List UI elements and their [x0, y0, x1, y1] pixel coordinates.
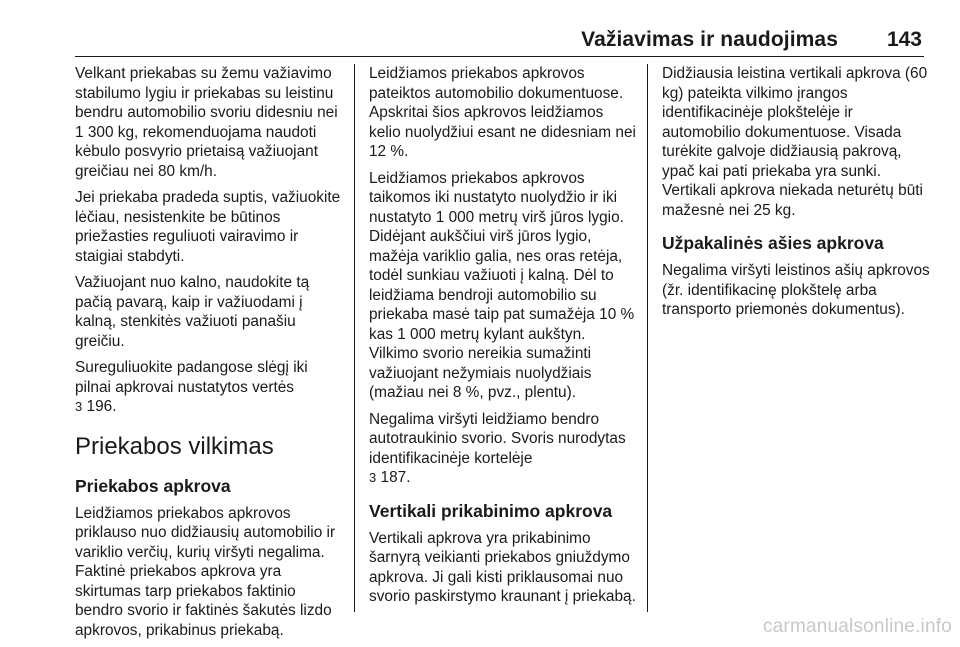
- page-number: 143: [886, 28, 922, 51]
- paragraph: Važiuojant nuo kalno, naudokite tą pačią pavarą, kaip ir važiuodami į kalną, stenkitės važiuoti panašiu greičiu.: [75, 274, 310, 350]
- paragraph: Negalima viršyti leistinos ašių apkrovos (žr. identifikacinę plokštelę arba transporto priemonės dokumentus).: [662, 262, 930, 318]
- arrow-icon: 3: [75, 399, 83, 414]
- page-reference-number: 196.: [86, 398, 117, 415]
- paragraph: Vertikali apkrova yra prikabinimo šarnyrą veikianti priekabos gniuždymo apkrova. Ji gali kisti priklausomai nuo svorio paskirstymo kraunant į priekabą.: [369, 529, 636, 605]
- column-divider: [354, 64, 355, 612]
- arrow-icon: 3: [369, 470, 377, 485]
- subsection-heading: Priekabos apkrova: [75, 475, 231, 496]
- subsection-heading: Užpakalinės ašies apkrova: [662, 233, 884, 253]
- page-reference[interactable]: [75, 398, 116, 415]
- paragraph: Leidžiamos priekabos apkrovos pateiktos automobilio dokumentuose. Apskritai šios apkrovos leidžiamos kelio nuolydžiui esant ne didesniam nei 12 %.: [369, 65, 636, 160]
- paragraph: Leidžiamos priekabos apkrovos priklauso nuo didžiausių automobilio ir variklio verčių, kurių viršyti negalima. Faktinė priekabos apkrova yra skirtumas tarp priekabos faktinio bendro svorio ir faktinės šakutės lizdo apkrovos, prikabinus priekabą.: [75, 504, 336, 639]
- paragraph: Didžiausia leistina vertikali apkrova (60 kg) pateikta vilkimo įrangos identifikacinėje plokštelėje ir automobilio dokumentuose. Visada turėkite galvoje didžiausią pakrovą, ypač kai pati priekaba yra sunki. Vertikali apkrova niekada neturėtų būti mažesnė nei 25 kg.: [662, 65, 928, 219]
- paragraph: Leidžiamos priekabos apkrovos taikomos iki nustatyto nuolydžio ir iki nustatyto 1 000 metrų virš jūros lygio. Didėjant aukščiui virš jūros lygio, mažėja variklio galia, nes oras retėja, todėl sunkiau važiuoti į kalną. Dėl to leidžiama bendroji automobilio su priekaba masė taip pat sumažėja 10 % kas 1 000 metrų kylant aukštyn. Vilkimo svorio nereikia sumažinti važiuojant nežymiais nuolydžiais (mažiau nei 8 %, pvz., plentu).: [369, 169, 635, 401]
- section-title: Važiavimas ir naudojimas: [581, 28, 838, 51]
- paragraph: Jei priekaba pradeda suptis, važiuokite lėčiau, nesistenkite be būtinos priežasties reguliuoti vairavimo ir staigiai stabdyti.: [75, 189, 341, 265]
- subsection-heading: Vertikali prikabinimo apkrova: [369, 500, 613, 521]
- text-column-1: [75, 64, 347, 647]
- text-column-3: [662, 64, 930, 327]
- page-reference[interactable]: [369, 469, 410, 486]
- paragraph: [369, 410, 637, 488]
- page-header: [75, 22, 924, 57]
- text-column-2: [369, 64, 637, 614]
- paragraph-text: Sureguliuokite padangose slėgį iki pilnai apkrovai nustatytos vertės: [75, 359, 308, 396]
- paragraph-text: Negalima viršyti leidžiamo bendro autotraukinio svorio. Svoris nurodytas identifikacinėje kortelėje: [369, 410, 626, 467]
- page-reference-number: 187.: [380, 469, 411, 486]
- paragraph: [75, 358, 347, 417]
- section-heading: Priekabos vilkimas: [75, 432, 274, 460]
- watermark: carmanualsonline.info: [762, 616, 952, 637]
- paragraph: Velkant priekabas su žemu važiavimo stabilumo lygiu ir priekabas su leistinu bendru automobilio svoriu didesniu nei 1 300 kg, rekomenduojama naudoti kėbulo posvyrio prietaisą važiuojant greičiau nei 80 km/h.: [75, 65, 338, 180]
- column-divider: [647, 64, 648, 612]
